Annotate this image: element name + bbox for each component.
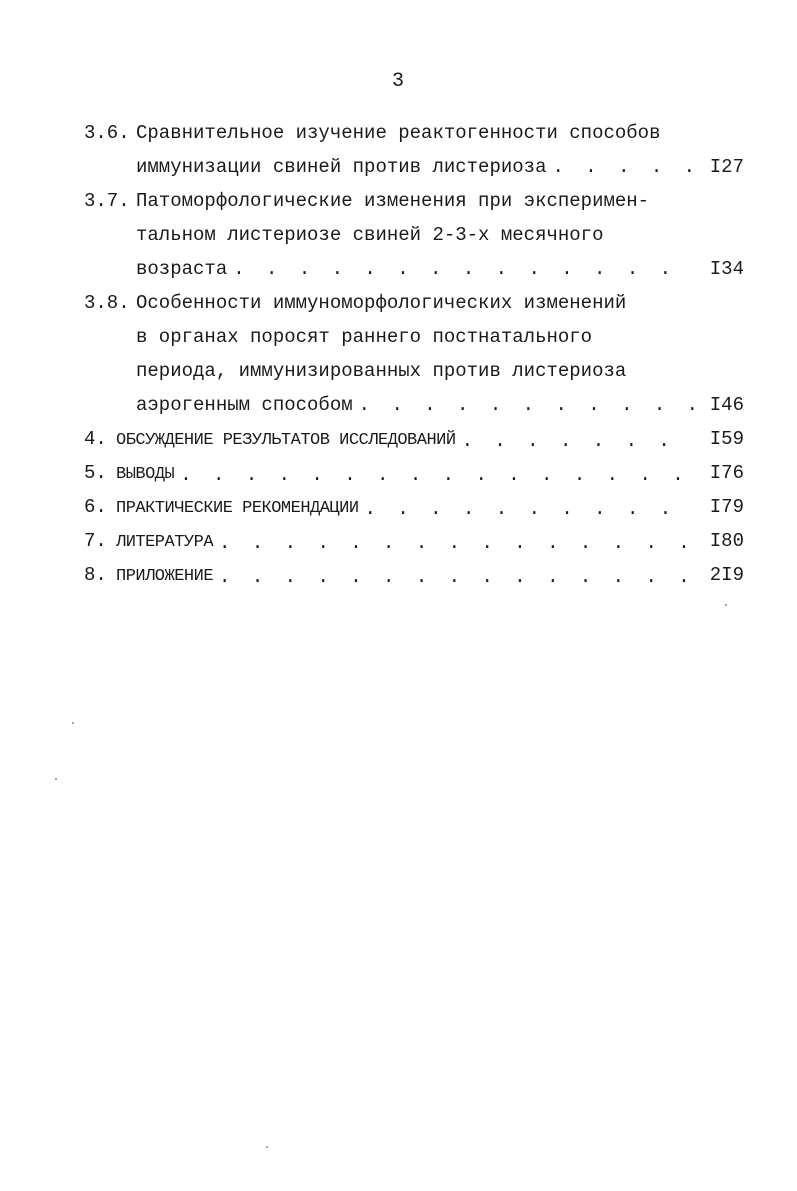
- toc-entry-number: 6.: [84, 496, 107, 518]
- toc-entry-number: 5.: [84, 462, 107, 484]
- toc-entry-page: I59: [709, 428, 744, 450]
- toc-entry-number: 3.8.: [84, 292, 130, 314]
- dot-leader: [219, 526, 694, 560]
- dot-leader: [552, 150, 694, 184]
- toc-entry-page: I27: [709, 156, 744, 178]
- dot-leader: [233, 252, 694, 286]
- toc-entry-title: в органах поросят раннего постнатального: [136, 326, 593, 348]
- dot-leader: [462, 424, 694, 458]
- toc-entry-page: I79: [709, 496, 744, 518]
- toc-entry-6[interactable]: [84, 490, 744, 524]
- dot-leader: [219, 560, 694, 594]
- toc-entry-title: ЛИТЕРАТУРА: [116, 533, 214, 552]
- scan-speck: [725, 604, 727, 606]
- toc-entry-page: I46: [709, 394, 744, 416]
- toc-entry-title: Сравнительное изучение реактогенности способов: [136, 122, 661, 144]
- toc-entry-number: 4.: [84, 428, 107, 450]
- toc-entry-page: I34: [709, 258, 744, 280]
- toc-entry-3-6[interactable]: [84, 116, 744, 184]
- dot-leader: [180, 458, 694, 492]
- page-number: 3: [391, 70, 405, 93]
- scan-speck: [72, 722, 74, 724]
- toc-entry-title: иммунизации свиней против листериоза: [136, 156, 547, 178]
- toc-entry-title: ПРИЛОЖЕНИЕ: [116, 567, 214, 586]
- scan-speck: [55, 778, 57, 780]
- toc-entry-title: ПРАКТИЧЕСКИЕ РЕКОМЕНДАЦИИ: [116, 499, 359, 518]
- toc-entry-8[interactable]: [84, 558, 744, 592]
- toc-entry-number: 3.7.: [84, 190, 130, 212]
- toc-entry-number: 8.: [84, 564, 107, 586]
- scan-speck: [266, 1146, 268, 1148]
- dot-leader: [359, 388, 694, 422]
- toc-entry-title: Патоморфологические изменения при эксперимен-: [136, 190, 650, 212]
- toc-entry-5[interactable]: [84, 456, 744, 490]
- toc-entry-page: I76: [709, 462, 744, 484]
- toc-entry-title: ВЫВОДЫ: [116, 465, 175, 484]
- toc-entry-title: периода, иммунизированных против листериоза: [136, 360, 627, 382]
- toc-entry-4[interactable]: [84, 422, 744, 456]
- toc-entry-title: ОБСУЖДЕНИЕ РЕЗУЛЬТАТОВ ИССЛЕДОВАНИЙ: [116, 431, 456, 450]
- toc-entry-number: 3.6.: [84, 122, 130, 144]
- toc-entry-7[interactable]: [84, 524, 744, 558]
- toc-entry-page: I80: [709, 530, 744, 552]
- toc-entry-3-8[interactable]: [84, 286, 744, 422]
- toc-entry-3-7[interactable]: [84, 184, 744, 286]
- toc-entry-title: тальном листериозе свиней 2-3-х месячного: [136, 224, 604, 246]
- toc-entry-page: 2I9: [709, 564, 744, 586]
- toc-entry-title: возраста: [136, 258, 228, 280]
- table-of-contents: [84, 116, 744, 592]
- toc-entry-number: 7.: [84, 530, 107, 552]
- toc-entry-title: Особенности иммуноморфологических изменений: [136, 292, 627, 314]
- toc-entry-title: аэрогенным способом: [136, 394, 353, 416]
- dot-leader: [365, 492, 694, 526]
